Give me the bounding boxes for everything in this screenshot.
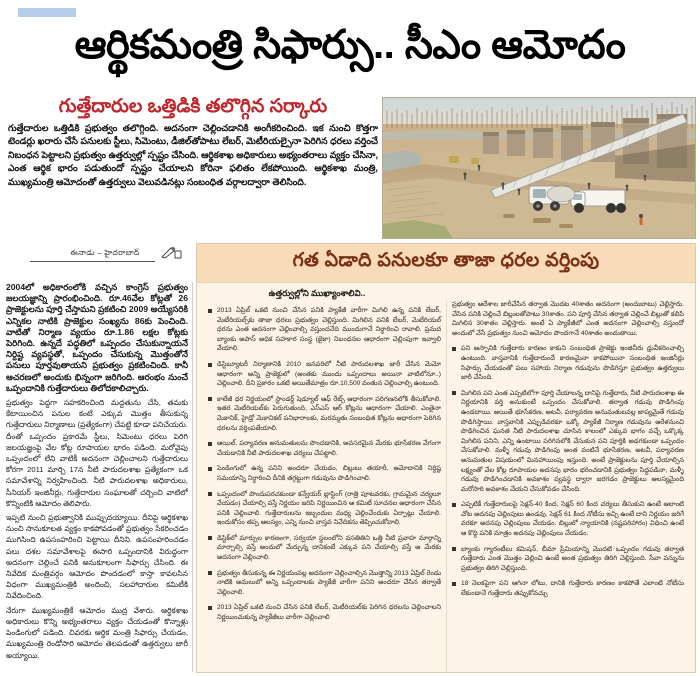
article-paragraph-4: నేరుగా ముఖ్యమంత్రికే ఆమోదం ముద్ర వేశారు. ఆర్థికశాఖ అధికారులు కొన్ని అభ్యంతరాలు వ్యక్తం చేయడంతో కొన్నాళ్లు పెండింగులో పడింది. చివరకు ఆర్థిక మంత్రి సిఫార్సు చేయడం, ముఖ్యమంత్రి రెండోసారి ఆమోదం తెలపడంతో ఉత్తర్వులు జారీ అయ్యాయి. <box>6 605 188 660</box>
list-item: డిస్టిక్‌లో మార్పుల కారణంగా, సర్వయా స్థలంలోని వసతితిని ఒత్తి నీటి ప్రవాహ మార్గాన్ని మార్చాల్సి వస్తే అందులో మేర్పున్న దానికంటే ఎక్కువ పని చేయాల్సి వస్తే ఆ మేరకు అదనంగా చెల్లించాలి. <box>208 534 441 563</box>
left-bullet-list <box>208 306 441 623</box>
article-paragraph-1: 2004లో అధికారంలోకి వచ్చిన కాంగ్రెస్ ప్రభుత్వం జలయజ్ఞాన్ని ప్రారంభించింది. రూ.46వేల కోట్లతో 26 ప్రాజెక్టులను పూర్తి చేస్తామని ప్రకటించి 2009 అయ్యేసరికి ఎన్నికల నాటికి ప్రాజెక్టుల సంఖ్యను 86కు పెంచింది. వాటితో నిర్మాణ వ్యయం రూ.1.86 లక్షల కోట్లకు పెరిగింది. ఉన్నదే పద్ధతిలో ఒప్పందం చేసుకున్నాయనే నిర్దిష్ట వ్యవస్థతో, ఒప్పందం చేసుకున్న మొత్తంతోనే పనులు పూర్తవుతాయని ప్రభుత్వం ప్రకటించింది. కానీ ఆచరణలో అందుకు భిన్నంగా జరిగింది. ఆరంభం నుంచే ఒప్పందానికి గుత్తేదారులు తిలోదకాలిచ్చారు. <box>6 282 188 393</box>
panel-column-left <box>203 300 446 672</box>
byline-block <box>30 248 180 262</box>
list-item: 18 నెలకపైగా పని ఆగినా లోటు, దానికి గుత్తేదారు కారణం కాకపోతే ఎలాంటి నోటీసు లేకుండానే గుత్తేదారు తప్పుకోవచ్చు <box>452 579 684 598</box>
list-item: 2013 ఏప్రిల్ ఒకటి నుంచి చేసిన పనికి లేబర్, మెటీరియల్‌కు పెరిగిన ధరలను చెల్లించాలని నిర్ణయించుకున్న ప్యాకేజీలు వారీగా చెల్లించాలి <box>208 603 441 622</box>
panel-subtitle: ఉత్తర్వుల్లోని ముఖ్యాంశాలివి.. <box>268 288 366 298</box>
byline-rule <box>30 261 155 262</box>
highlights-panel <box>196 243 696 673</box>
top-blue-marker <box>18 8 76 17</box>
construction-site-photo <box>382 97 696 239</box>
list-item: డిస్టిబ్యూటరీ నిర్మాణానికి 2010 జనవరిలో నీటి పారుదలశాఖ జారీ చేసిన మెమో ఆధారంగా అన్ని ప్రాజెక్టులో (అంతకు ముందు ఒప్పందాలు అయినా వాటిలోనూ..) చెల్లించాలి. దీని ప్రకారం ఒకటి అయితేమాత్రం రూ.10,500 వంతున చెల్లించాల్సి ఉంటుంది. <box>208 360 441 389</box>
list-item: ఒప్పందంలో పొందుపరచకుండా కన్వేయర్ బ్లాస్టింగ్ (రాత్రి పూటవరకు, గ్రామమైన చర్యలూ వేయడం) చేయాల్సి వస్తే నిర్ణయం జరిపి నిర్ణయించిన ఆ కమిటీ సూచనల ఆధారంగా చేసిన పనికి చెల్లించాలి. గుత్తేదారులను ఇబ్బందుల మధ్య చెల్లించేందుకు ఏర్పాట్లు చేయాలి. ఇందుకోసం తప్ప ఆలస్యం, ఎన్ని నుంచి వాస్తవ నివేదికను తెప్పించుకోవాలి. <box>208 490 441 528</box>
intro-paragraph: గుత్తేదారుల ఒత్తిడికి ప్రభుత్వం తలొగ్గింది. అదనంగా చెల్లించడానికి అంగీకరించింది. ఇక నుంచి కొత్తగా టెండర్లు ఖరారు చేసే పనులకు స్టీలు, సిమెంటు, డీజిల్‌తోపాటు లేబర్, మెటీరియల్సైనా పెరిగిన ధరలు వర్తించే నిబంధన పెట్టాలని ప్రభుత్వం ఉత్తర్వుల్లో స్పష్టం చేసింది. ఆర్థికశాఖ అధికారులు అభ్యంతరాలు వ్యక్తం చేసినా, ఎంత ఆర్థిక భారం పడుతుందో స్పష్టం చేయాలని కోరినా ఫలితం లేకపోయింది. ఆర్థికశాఖ మంత్రి, ముఖ్యమంత్రి ఆమోదంతో ఉత్తర్వులు వెలువడినట్లు సంబంధిత వర్గాలద్వారా తెలిసింది. <box>8 123 378 187</box>
list-item: పని ఆస్పానికి గుత్తేదారు కారణం కాకుని సంబంధిత ప్రాజెక్టు ఇంజినీరు ధ్రువీకరించాల్సి ఉంటుంది. వాస్తవానికి గుత్తేదారుందే కారణమైనా కాకపోయినా సంబంధిత ఇంజినీర్లు సిఫార్సు చేయడంతో పలు సహాయ నిర్మాణ గడువును పొడిగిస్తూ ప్రభుత్వం ఉత్తర్వులు జారీ చేసింది. <box>452 344 684 382</box>
list-item: ఎప్పటికీ గుత్తేదారులపై సెక్షన్-40 కింద, సెక్షన్ 60 కింద చర్యలు తీసుకుని ఉంటే ఆలాంటి చోట అదనపు చెల్లింపులు ఉండవు. సెక్షన్ 61 కింద నోటీసు ఇచ్చి ఉంటే దాని నిర్ణయం జరిగే వరకూ అదనపు చెల్లింపులు చేయడం. బిల్లులో న్యాయానికి (నష్టపరిహారం) విధించి ఉంటే ఆ కొద్ది పనికి మాత్రం అదనపు చెల్లింపులు చేయడం. <box>452 500 684 538</box>
list-item: బ్యాంకు గ్యారంటీలు కమిషన్, బీమా ప్రీమియాన్ని మొదటి ఒప్పందం గడువు తర్వాత గుత్తేదారు ఎంత మొత్తం చెల్లించి ఉంటే అంత ప్రభుత్వం తిరిగి చెల్లిస్తుంది. సేవా పన్నును ప్రభుత్వం తిరిగి చెల్లిస్తుంది. <box>452 545 684 574</box>
list-item: మిగిలిన పని ఎంత ఎప్పటిలోగా పూర్తి చేయాలన్న దానిపై గుత్తేదారు, నీటి పారుదలశాఖ ఈ నిర్ణయానికి వర్తి అనుకుంటే ఒప్పందం చేసుకోవాలి. తర్వాత గడువు పొడిగింపు ఉండదాయి. అయితే భూసేకరణ, అటవీ, పర్యావరణ అనుమతులవల్ల జాప్యమైతే గడువు పొడిగిస్తాయి. వాస్తవానికి ఎప్పుడివరకూ ఒక్కో ప్యాకేజీ నిర్మాణ గడువును ఆరేళనుంచి పొడిగించిన ఘనత నీటి పారుదలశాఖ చూసిన కాలంలో ఎక్కువ భాగం వచ్చే ఒక్కొక్క మిగిలిన పనిని, ఎన్ని ఉంటాయి పరిగిన‌లోకి చేసుకున పని పూర్తికి అడగకుండా ఒప్పందం చేసుకోవాలి. మళ్ళీ గడువు పొడిగింపు అంత వంటినే భూసేకరణ, అటవీ, పర్యావరణ అనుమతుల విషయంలో మినహాయింపు ఇస్తుంది. అంటే ప్రాజెక్టులను పూర్తి చేయాల్సిన లక్ష్యంతో వేల కోట్ల రూపాయల అదనపు భారం భరించడానికి ప్రభుత్వం సిద్ధపడినా, మళ్ళీ గడువు పొడిగించడానికి అవకాశం వ్యవస్థ ద్వారా జరగడం ప్రాజెక్టులు ఆలస్యమైంది మరోసారి అవకాశం చేయని చేసుకోవడం చేసింది. <box>452 389 684 495</box>
list-item: కాలేజీ ధర నిర్ణయంలో స్టాండర్డ్ షెడ్యూల్ ఆఫ్ రేట్స్ ఆధారంగా పరిగణనలోకి తీసుకోవాలి. ఇతర మెటీరియల్‌కు పెరుగుతుంది, ఎస్ఎస్ ఆర్ కోట్లను ఆధారంగా చేయాలి. ఎంతైనా మెకానిక్, హైడ్రో మెకానికల్ పనిభారాలకు, మరమ్మతు సంబంధిత కోట్లను ఆధారంగా పెరిగిన ధరలను వర్తింపజేయాలి. <box>208 395 441 433</box>
panel-columns <box>197 300 695 672</box>
panel-column-right <box>446 300 689 672</box>
photo-artwork <box>383 98 695 238</box>
byline-text: ఈనాడు – హైదరాబాద్ <box>70 248 140 257</box>
panel-title: గత ఏడాది పనులకూ తాజా ధరల వర్తింపు <box>292 250 600 271</box>
article-paragraph-3: ఇప్పటి నుంచి ప్రభుత్వానికి ముప్పుదయ్యాయి. దీనిపై ఆర్థికశాఖ నుంచి సానుకూలత వ్యక్తం కాకపోవడంతో ప్రభుత్వం సేకరించడం ముగిసింది ఉపసంహరించి పెట్టాయి దీనిని. ఉపసంహరించడం పలు దశల సమావేశాలపై ఈసారి ఒప్పందానికి విరుద్ధంగా అదనంగా చెల్లించే పనికి అనుకూలంగా సిఫార్సు చేసింది. ఈ నివేదిక మంత్రివర్గం ఆమోదం పొందడంలో కాస్తా కావలసిన విధంగా ముఖ్యమంత్రికి అందించి, సలహాదారుల కమిటీకి నివేదించింది. <box>6 513 188 601</box>
list-item: పెండింగులో ఉన్న పనిని అందరూ చేయడం, బిల్లులు తయారీ, ఆమోదానికి నిర్దిష్ట సమయాన్ని నిర్ధారించి దీనికి తగ్గట్టుగా గడువును పొడిగించాలి. <box>208 464 441 483</box>
right-bullet-list <box>452 300 684 599</box>
article-body <box>6 282 188 672</box>
panel-header <box>197 244 695 283</box>
article-paragraph-2: ప్రభుత్వం పెద్దగా సహకరించింది మద్దతును చేసి, తమకు కేటాయించిన పనుల కంటే ఎక్కువ మొత్తం తీసుకున్న గుత్తేదారులు నిర్మాణాలు (ప్రత్యేకంగా) చేపట్టి కూడా పనిచేయరు. దీంతో ఒప్పందం ప్రకారమే స్టీలు, సిమెంటు ధరలు పెరిగి జలయజ్ఞంపై వేల కోట్ల రూపాయల భారం పడింది. మరోవైపు ఒప్పందంలో లేని వాటికీ అదనంగా చెల్లించాలని గుత్తేదారులు కోరగా 2011 మార్చి 17న నీటి పారుదలశాఖ ప్రత్యేకంగా ఒక సమావేశాన్ని నిర్వహించింది. నీటి పారుదలశాఖ అధికారులు, సీనియర్ ఇంజినీర్లు, గుత్తేదారుల సంఘాలతో చర్చించి వాటిలో కొన్నింటికి ఆమోదం తెలిపారు. <box>6 398 188 508</box>
list-item: ప్రభుత్వం తీసుకున్న ఈ నిర్ణయంవల్ల అదనంగా చెల్లించాల్సిన మొత్తాన్ని 2013 ఏప్రిల్ రెండు నాటికి అమలులో అన్ని ఒప్పందాలకు ప్యాకేజీ వారీగా పనిని అందరూ చేసిన తర్వాతే చెల్లించాలి. <box>208 569 441 598</box>
subheadline: గుత్తేదారుల ఒత్తిడికి తలొగ్గిన సర్కారు <box>58 96 328 117</box>
list-item: ఆయిల్, పర్యావరణ అనుమతులను పొందడానికి, అవసరమైన మేరకు భూసేకరణ వేగంగా చేయడానికి నీటి పారుదలశాఖ చర్యలు చేపట్టాలి. <box>208 439 441 458</box>
page-title: ఆర్థికమంత్రి సిఫార్సు.. సీఎం ఆమోదం <box>74 22 626 67</box>
pen-icon <box>160 246 182 260</box>
column-divider <box>192 282 193 672</box>
list-item: 2013 ఏప్రిల్ ఒకటి నుంచి చేసిన పనికి ప్యాకేజీ వారీగా మిగిలి ఉన్న పనికి లేబర్, మెటీరియల్స్‌కు తాజా ధరలు ప్రభుత్వం చెల్లిస్తుంది. మిగిలిన పనికి లేబర్, మెటీరియల్ ధరను ఎంత అదనంగా చెల్లించాల్సి వస్తుందనేది ముందుగానే నిర్ధారించి రావాలి. ప్రమద బ్యాంకు అపాస్ అధిక సహకార సంస్థ (జైకా) నిబంధనల ఆధారంగా చెల్లింపుగా ఇవ్వాలి వేయాలి. <box>208 306 441 354</box>
list-item: ప్రభుత్వం ఆదేశాల జారీచేసిన తర్వాత మొదట 40శాతం అదనంగా (అందుబాటు) చెల్లిస్తారు. చేసిన పనికి చెల్లించే బిల్లులతోపాటు 30శాతం. పని పూర్తి చేసిన తర్వాత చెల్లించే బిల్లుతో కలిపి మిగిలిన 30శాతం చెల్లిస్తారు. అంటే ఏ ప్యాకేజీలో ఎంత అదనంగా చెల్లించాల్సి వస్తుందో అందులో వేసే ప్రభుత్వం నుంచి ఆమోదం పొందగానే 40శాతం అందుతాయి. <box>452 301 684 337</box>
